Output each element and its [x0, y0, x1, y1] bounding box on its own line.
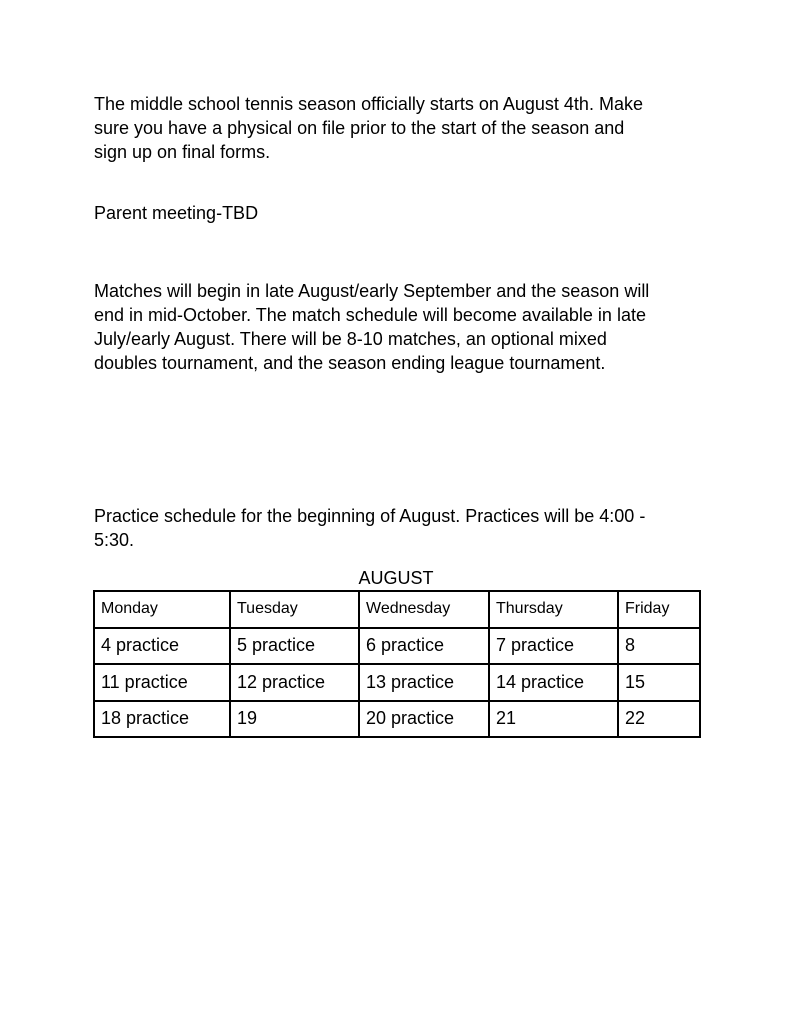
text-line: Parent meeting-TBD — [94, 203, 259, 223]
text-line: July/early August. There will be 8-10 matches, an optional mixed — [94, 329, 607, 349]
table-row — [94, 664, 700, 701]
matches-paragraph — [94, 279, 649, 375]
table-cell: 5 practice — [230, 628, 359, 665]
parent-meeting-paragraph — [94, 201, 258, 225]
table-cell: 22 — [618, 701, 700, 738]
table-row — [94, 701, 700, 738]
header-cell: Monday — [94, 591, 230, 628]
table-cell: 14 practice — [489, 664, 618, 701]
text-line: sign up on final forms. — [94, 142, 271, 162]
table-cell: 7 practice — [489, 628, 618, 665]
text-line: The middle school tennis season officially starts on August 4th. Make — [94, 94, 643, 114]
header-cell: Thursday — [489, 591, 618, 628]
table-cell: 13 practice — [359, 664, 489, 701]
table-cell: 21 — [489, 701, 618, 738]
practice-schedule-table — [93, 590, 701, 738]
table-cell: 20 practice — [359, 701, 489, 738]
table-cell: 12 practice — [230, 664, 359, 701]
table-cell: 18 practice — [94, 701, 230, 738]
text-line: end in mid-October. The match schedule will become available in late — [94, 305, 646, 325]
header-cell: Wednesday — [359, 591, 489, 628]
table-cell: 11 practice — [94, 664, 230, 701]
text-line: 5:30. — [94, 530, 135, 550]
table-cell: 4 practice — [94, 628, 230, 665]
table-cell: 8 — [618, 628, 700, 665]
header-cell: Friday — [618, 591, 700, 628]
text-line: Practice schedule for the beginning of August. Practices will be 4:00 - — [94, 506, 646, 526]
table-cell: 6 practice — [359, 628, 489, 665]
header-cell: Tuesday — [230, 591, 359, 628]
season-start-paragraph — [94, 92, 643, 164]
table-row — [94, 628, 700, 665]
table-cell: 19 — [230, 701, 359, 738]
practice-paragraph — [94, 504, 645, 552]
text-line: doubles tournament, and the season ending league tournament. — [94, 353, 606, 373]
text-line: Matches will begin in late August/early September and the season will — [94, 281, 650, 301]
schedule-caption: AUGUST — [358, 568, 434, 588]
text-line: sure you have a physical on file prior to the start of the season and — [94, 118, 625, 138]
table-header-row — [94, 591, 700, 628]
table-cell: 15 — [618, 664, 700, 701]
